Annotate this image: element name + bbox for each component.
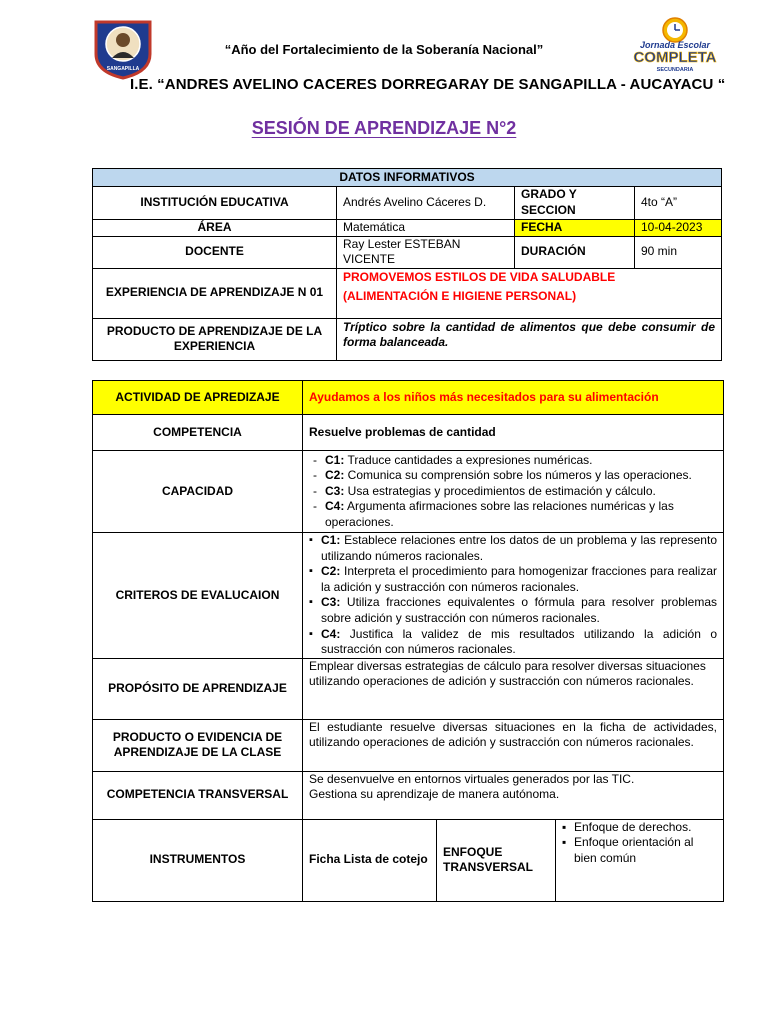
evidencia-label: PRODUCTO O EVIDENCIA DE APRENDIZAJE DE LA CLASE bbox=[93, 719, 303, 771]
datos-informativos-table bbox=[92, 168, 722, 361]
criterio-item: ▪ C4: Justifica la validez de mis resultados utilizando la adición o sustracción con números racionales. bbox=[309, 627, 717, 658]
fecha-value: 10-04-2023 bbox=[635, 220, 722, 237]
capacidad-item: - C1: Traduce cantidades a expresiones numéricas. bbox=[309, 453, 717, 469]
competencia-value: Resuelve problemas de cantidad bbox=[303, 415, 724, 451]
competencia-label: COMPETENCIA bbox=[93, 415, 303, 451]
experiencia-line-1: PROMOVEMOS ESTILOS DE VIDA SALUDABLE bbox=[343, 269, 616, 284]
instrumentos-label: INSTRUMENTOS bbox=[93, 819, 303, 901]
actividad-value: Ayudamos a los niños más necesitados para su alimentación bbox=[303, 381, 724, 415]
transversal-label: COMPETENCIA TRANSVERSAL bbox=[93, 771, 303, 819]
logo-line-1: Jornada Escolar bbox=[639, 40, 711, 50]
enfoque-list bbox=[556, 819, 724, 901]
logo-line-2: COMPLETA bbox=[633, 49, 717, 66]
capacidad-list bbox=[303, 451, 724, 533]
session-title bbox=[0, 118, 768, 139]
criterios-list bbox=[303, 533, 724, 659]
transversal-line-2: Gestiona su aprendizaje de manera autónoma. bbox=[309, 787, 560, 802]
session-details-table bbox=[92, 380, 724, 902]
capacidad-label: CAPACIDAD bbox=[93, 451, 303, 533]
docente-value: Ray Lester ESTEBAN VICENTE bbox=[337, 236, 515, 268]
experiencia-label: EXPERIENCIA DE APRENDIZAJE N 01 bbox=[93, 268, 337, 318]
grado-label: GRADO Y SECCION bbox=[515, 187, 635, 220]
institucion-value: Andrés Avelino Cáceres D. bbox=[337, 187, 515, 220]
producto-value: Tríptico sobre la cantidad de alimentos que debe consumir de forma balanceada. bbox=[337, 318, 722, 360]
school-name: I.E. “ANDRES AVELINO CACERES DORREGARAY DE SANGAPILLA - AUCAYACU “ bbox=[130, 76, 726, 93]
grado-value: 4to “A” bbox=[635, 187, 722, 220]
session-title-text: SESIÓN DE APRENDIZAJE N°2 bbox=[251, 118, 517, 138]
capacidad-item: - C3: Usa estrategias y procedimientos de estimación y cálculo. bbox=[309, 484, 717, 500]
evidencia-value: El estudiante resuelve diversas situaciones en la ficha de actividades, utilizando operaciones de adición y sustracción con números racionales. bbox=[303, 719, 724, 771]
enfoque-item: ▪ Enfoque orientación al bien común bbox=[562, 835, 717, 866]
crest-label: SANGAPILLA bbox=[106, 66, 140, 72]
instrumentos-value: Ficha Lista de cotejo bbox=[303, 819, 437, 901]
enfoque-label: ENFOQUE TRANSVERSAL bbox=[437, 819, 556, 901]
criterio-item: ▪ C2: Interpreta el procedimiento para homogenizar fracciones para realizar la adición y sustracción con números racionales. bbox=[309, 564, 717, 595]
criterio-item: ▪ C3: Utiliza fracciones equivalentes o fórmula para resolver problemas sobre adición y sustracción con números racionales. bbox=[309, 595, 717, 626]
logo-line-3: SECUNDARIA bbox=[656, 67, 694, 73]
capacidad-item: - C4: Argumenta afirmaciones sobre las relaciones numéricas y las operaciones. bbox=[309, 499, 717, 530]
transversal-value bbox=[303, 771, 724, 819]
producto-label: PRODUCTO DE APRENDIZAJE DE LA EXPERIENCIA bbox=[93, 318, 337, 360]
enfoque-item: ▪ Enfoque de derechos. bbox=[562, 820, 717, 836]
transversal-line-1: Se desenvuelve en entornos virtuales generados por las TIC. bbox=[309, 771, 635, 786]
criterio-item: ▪ C1: Establece relaciones entre los datos de un problema y las represento utilizando números racionales. bbox=[309, 533, 717, 564]
criterios-label: CRITEROS DE EVALUCAION bbox=[93, 533, 303, 659]
area-value: Matemática bbox=[337, 220, 515, 237]
experiencia-line-2: (ALIMENTACIÓN E HIGIENE PERSONAL) bbox=[343, 289, 577, 304]
duracion-label: DURACIÓN bbox=[515, 236, 635, 268]
docente-label: DOCENTE bbox=[93, 236, 337, 268]
actividad-label: ACTIVIDAD DE APREDIZAJE bbox=[93, 381, 303, 415]
duracion-value: 90 min bbox=[635, 236, 722, 268]
institucion-label: INSTITUCIÓN EDUCATIVA bbox=[93, 187, 337, 220]
fecha-label: FECHA bbox=[515, 220, 635, 237]
area-label: ÁREA bbox=[93, 220, 337, 237]
proposito-value: Emplear diversas estrategias de cálculo para resolver diversas situaciones utilizando operaciones de adición y sustracción con números racionales. bbox=[303, 658, 724, 719]
experiencia-value bbox=[337, 268, 722, 318]
proposito-label: PROPÓSITO DE APRENDIZAJE bbox=[93, 658, 303, 719]
national-motto: “Año del Fortalecimiento de la Soberanía Nacional” bbox=[224, 42, 544, 57]
capacidad-item: - C2: Comunica su comprensión sobre los números y las operaciones. bbox=[309, 468, 717, 484]
datos-title: DATOS INFORMATIVOS bbox=[93, 169, 722, 187]
